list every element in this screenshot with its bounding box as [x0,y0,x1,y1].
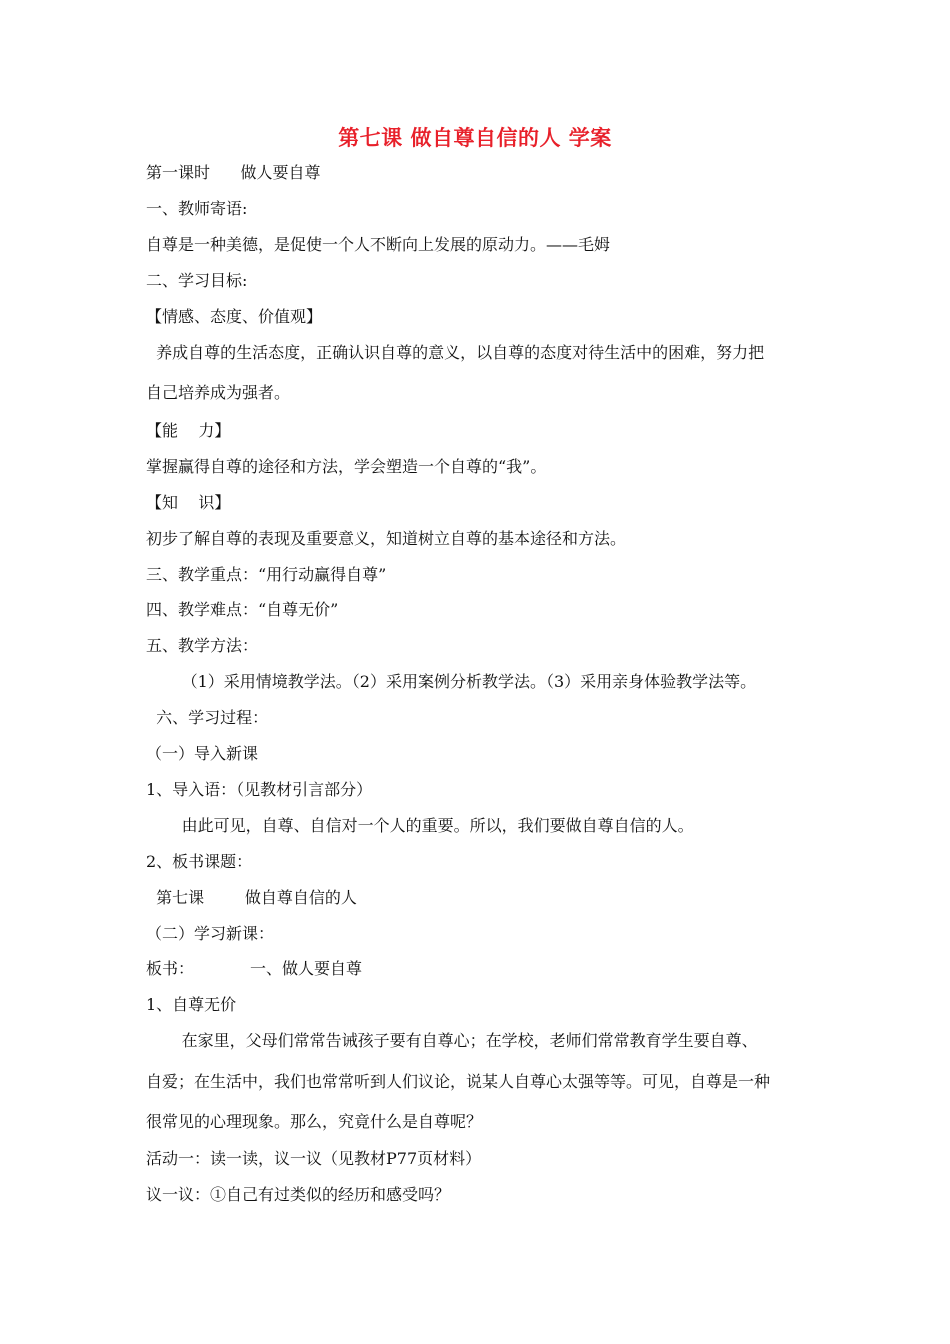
text-line: 1、自尊无价 [146,995,237,1014]
text-line: 自尊是一种美德，是促使一个人不断向上发展的原动力。——毛姆 [146,235,611,254]
text-line: 养成自尊的生活态度，正确认识自尊的意义，以自尊的态度对待生活中的困难，努力把 [146,343,765,362]
text-line: 四、教学难点：“自尊无价” [146,600,339,619]
text-line: 五、教学方法： [146,636,259,655]
text-line: 第七课 做自尊自信的人 [146,888,357,907]
text-line: 由此可见，自尊、自信对一个人的重要。所以，我们要做自尊自信的人。 [146,816,694,835]
text-line: 议一议：①自己有过类似的经历和感受吗？ [146,1185,451,1204]
text-line: 自己培养成为强者。 [146,383,291,402]
text-line: 很常见的心理现象。那么，究竟什么是自尊呢？ [146,1112,483,1131]
text-line: 三、教学重点：“用行动赢得自尊” [146,565,387,584]
text-line: 【知 识】 [146,493,231,512]
text-line: 【情感、态度、价值观】 [146,307,323,326]
text-line: （一）导入新课 [146,744,259,763]
text-line: 一、教师寄语: [146,199,248,218]
text-line: （二）学习新课： [146,924,275,943]
text-line: 二、学习目标: [146,271,248,290]
text-line: 六、学习过程： [146,708,269,727]
text-line: 第一课时 做人要自尊 [146,163,321,182]
text-line: 【能 力】 [146,421,231,440]
text-line: 掌握赢得自尊的途径和方法，学会塑造一个自尊的“我”。 [146,457,547,476]
text-line: 自爱；在生活中，我们也常常听到人们议论，说某人自尊心太强等等。可见，自尊是一种 [146,1072,771,1091]
text-line: 板书： 一、做人要自尊 [146,959,362,978]
text-line: 初步了解自尊的表现及重要意义，知道树立自尊的基本途径和方法。 [146,529,627,548]
text-line: 活动一：读一读，议一议（见教材P77页材料） [146,1149,482,1168]
text-line: 1、导入语：（见教材引言部分） [146,780,373,799]
text-line: 在家里，父母们常常告诫孩子要有自尊心；在学校，老师们常常教育学生要自尊、 [146,1031,758,1050]
document-title: 第七课 做自尊自信的人 学案 [338,125,612,150]
text-line: （1）采用情境教学法。（2）采用案例分析教学法。（3）采用亲身体验教学法等。 [146,672,757,691]
text-line: 2、板书课题： [146,852,253,871]
